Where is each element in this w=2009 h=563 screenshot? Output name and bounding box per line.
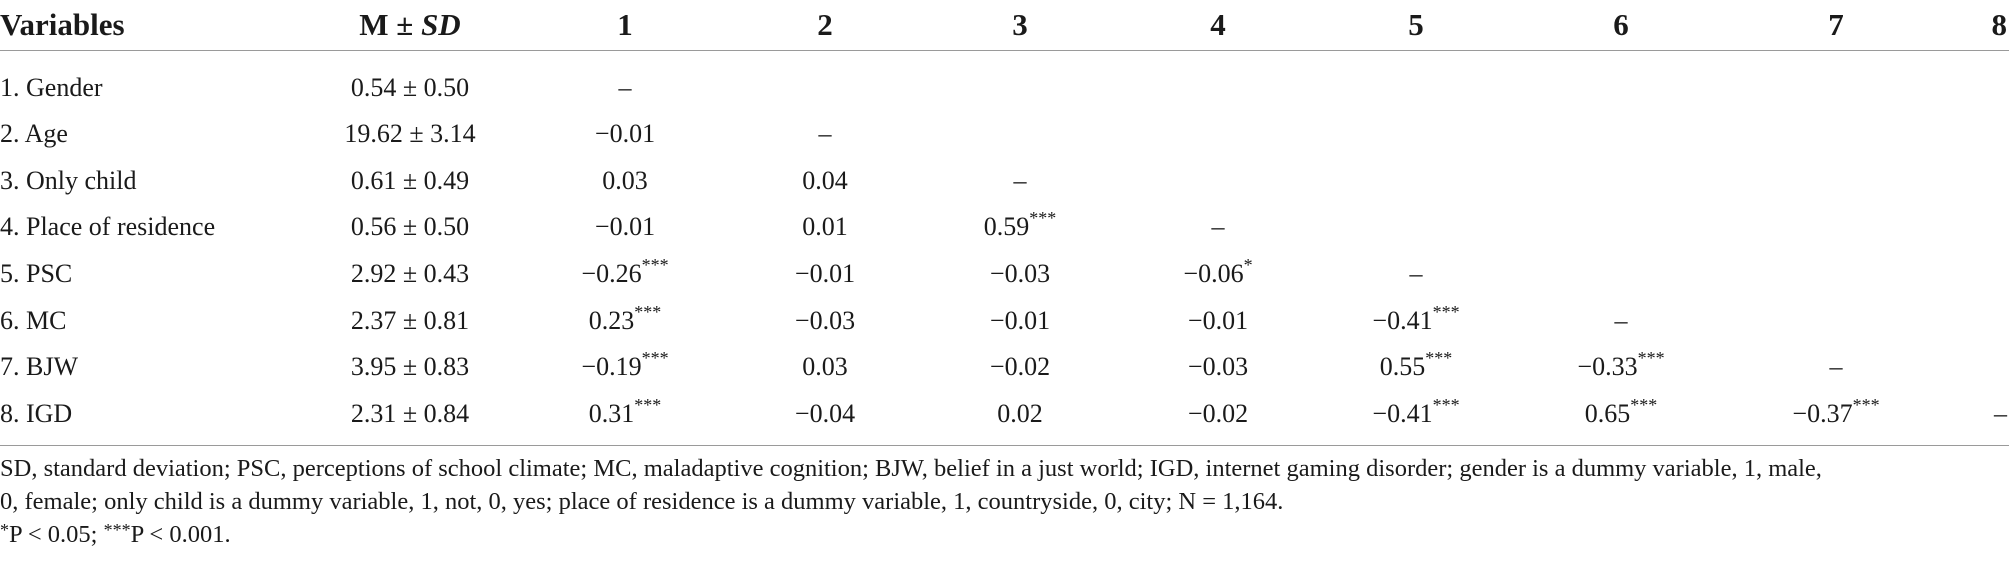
row-mean-sd: 19.62 ± 3.14 — [344, 119, 476, 149]
row-variable-label: 1. Gender — [0, 73, 103, 102]
correlation-value: −0.41 — [1372, 398, 1433, 428]
correlation-cell: −0.01 — [594, 119, 656, 149]
correlation-cell: – — [818, 119, 832, 149]
header-mean-sd — [300, 0, 520, 51]
correlation-cell — [1316, 51, 1516, 112]
correlation-cell: – — [1211, 212, 1225, 242]
correlation-value: 0.65 — [1584, 398, 1631, 428]
correlation-cell: 0.03 — [802, 352, 848, 382]
correlation-cell — [1726, 204, 1946, 251]
correlation-cell: – — [1409, 259, 1423, 289]
correlation-cell: 0.02 — [920, 391, 1120, 446]
header-col-8: 8 — [1946, 0, 2009, 51]
correlation-value: 0.23 — [588, 305, 635, 335]
header-col-5: 5 — [1316, 0, 1516, 51]
correlation-cell — [1516, 391, 1726, 446]
correlation-cell: −0.03 — [1187, 352, 1249, 382]
correlation-cell — [1120, 251, 1316, 298]
significance-stars: *** — [1425, 348, 1453, 369]
correlation-cell: −0.03 — [794, 305, 856, 335]
correlation-cell — [1120, 158, 1316, 205]
header-m-prefix: M ± — [359, 7, 422, 42]
header-col-3: 3 — [920, 0, 1120, 51]
correlation-cell — [1516, 51, 1726, 112]
correlation-cell — [1120, 51, 1316, 112]
row-mean-sd: 2.92 ± 0.43 — [350, 259, 470, 289]
correlation-cell — [1946, 111, 2009, 158]
header-col-6: 6 — [1516, 0, 1726, 51]
table-header-row — [0, 0, 2009, 51]
correlation-cell — [1946, 297, 2009, 344]
correlation-cell — [1946, 344, 2009, 391]
table-body — [0, 51, 2009, 446]
correlation-value: 0.31 — [588, 398, 635, 428]
row-mean-sd: 0.56 ± 0.50 — [350, 212, 470, 242]
correlation-cell — [1516, 251, 1726, 298]
correlation-cell: −0.01 — [594, 212, 656, 242]
correlation-value: −0.06 — [1183, 259, 1244, 289]
correlation-cell: −0.03 — [989, 259, 1051, 289]
correlation-cell — [1316, 111, 1516, 158]
significance-stars: *** — [634, 301, 662, 322]
correlation-cell — [1516, 344, 1726, 391]
row-variable-label: 3. Only child — [0, 165, 137, 195]
row-variable-label: 2. Age — [0, 119, 68, 149]
correlation-cell: −0.01 — [989, 305, 1051, 335]
correlation-cell — [1946, 158, 2009, 205]
significance-stars: *** — [1637, 348, 1665, 369]
correlation-cell — [1946, 251, 2009, 298]
correlation-cell: – — [618, 73, 632, 102]
row-mean-sd: 2.37 ± 0.81 — [350, 305, 470, 335]
correlation-cell — [1120, 111, 1316, 158]
row-variable-label: 6. MC — [0, 305, 67, 335]
correlation-value: −0.37 — [1792, 398, 1853, 428]
footnote-abbreviations-1: SD, standard deviation; PSC, perceptions of school climate; MC, maladaptive cognition; BJW, belief in a just world; IGD, internet gaming disorder; gender is a dummy variable, 1, male, — [0, 455, 1822, 482]
correlation-value: −0.19 — [581, 352, 642, 382]
row-mean-sd: 2.31 ± 0.84 — [300, 391, 520, 446]
footnote-star-3: *** — [103, 520, 131, 540]
significance-stars: *** — [641, 348, 669, 369]
correlation-cell — [1316, 158, 1516, 205]
correlation-cell — [1516, 158, 1726, 205]
header-col-7: 7 — [1726, 0, 1946, 51]
row-variable-label: 8. IGD — [0, 391, 300, 446]
header-variables: Variables — [0, 0, 300, 51]
correlation-cell — [1316, 344, 1516, 391]
correlation-cell: −0.02 — [989, 352, 1051, 382]
row-mean-sd: 3.95 ± 0.83 — [350, 352, 470, 382]
correlation-cell — [1516, 111, 1726, 158]
correlation-cell — [1726, 111, 1946, 158]
correlation-cell: −0.02 — [1120, 391, 1316, 446]
significance-stars: * — [1243, 255, 1253, 276]
correlation-cell — [1316, 204, 1516, 251]
table-row — [0, 251, 2009, 298]
correlation-value: 0.59 — [983, 212, 1030, 242]
footnote-significance — [0, 518, 2009, 551]
correlation-cell: 0.01 — [802, 212, 848, 242]
footnote-p001: P < 0.001. — [130, 521, 231, 548]
correlation-cell: −0.01 — [794, 259, 856, 289]
significance-stars: *** — [1852, 394, 1880, 415]
correlation-cell — [520, 251, 730, 298]
significance-stars: *** — [1432, 394, 1460, 415]
table-row — [0, 344, 2009, 391]
footnote-p05: P < 0.05; — [9, 521, 104, 548]
correlation-cell — [1516, 204, 1726, 251]
correlation-cell — [520, 344, 730, 391]
header-col-1: 1 — [520, 0, 730, 51]
table-row — [0, 204, 2009, 251]
table-row — [0, 158, 2009, 205]
correlation-cell — [520, 391, 730, 446]
correlation-cell — [1726, 251, 1946, 298]
table-row — [0, 391, 2009, 446]
correlation-cell: – — [1013, 165, 1027, 195]
correlation-cell — [1316, 297, 1516, 344]
table-footnotes — [0, 452, 2009, 551]
correlation-cell — [920, 51, 1120, 112]
row-variable-label: 7. BJW — [0, 352, 78, 382]
correlation-value: −0.41 — [1372, 305, 1433, 335]
correlation-cell: 0.03 — [602, 165, 648, 195]
correlation-cell: −0.01 — [1187, 305, 1249, 335]
correlation-cell — [1946, 204, 2009, 251]
header-col-2: 2 — [730, 0, 920, 51]
correlation-cell — [920, 111, 1120, 158]
correlation-cell — [1316, 391, 1516, 446]
correlation-cell — [920, 204, 1120, 251]
correlation-cell: −0.04 — [730, 391, 920, 446]
table-row — [0, 111, 2009, 158]
correlation-cell — [1726, 297, 1946, 344]
row-variable-label: 4. Place of residence — [0, 212, 216, 242]
row-mean-sd: 0.61 ± 0.49 — [350, 165, 470, 195]
header-sd: SD — [421, 7, 461, 42]
row-variable-label: 5. PSC — [0, 259, 73, 289]
significance-stars: *** — [634, 394, 662, 415]
correlation-cell — [730, 51, 920, 112]
correlation-cell: – — [1829, 352, 1843, 382]
significance-stars: *** — [641, 255, 669, 276]
significance-stars: *** — [1432, 301, 1460, 322]
correlation-cell — [520, 297, 730, 344]
correlation-cell — [1726, 158, 1946, 205]
correlation-cell: – — [1946, 391, 2009, 446]
footnote-abbreviations-2: 0, female; only child is a dummy variable, 1, not, 0, yes; place of residence is a dummy variable, 1, countryside, 0, city; N = 1,164. — [0, 488, 1284, 515]
significance-stars: *** — [1029, 208, 1057, 229]
correlation-value: 0.55 — [1379, 352, 1426, 382]
correlation-value: −0.26 — [581, 259, 642, 289]
row-mean-sd: 0.54 ± 0.50 — [350, 73, 470, 102]
header-col-4: 4 — [1120, 0, 1316, 51]
table-row — [0, 297, 2009, 344]
correlation-value: −0.33 — [1577, 352, 1638, 382]
footnote-star-1: * — [0, 520, 9, 540]
correlation-cell — [1726, 51, 1946, 112]
correlation-cell — [1946, 51, 2009, 112]
table-row — [0, 51, 2009, 112]
significance-stars: *** — [1630, 394, 1658, 415]
correlation-cell: 0.04 — [802, 165, 848, 195]
correlation-cell — [1726, 391, 1946, 446]
correlation-cell: – — [1614, 305, 1628, 335]
